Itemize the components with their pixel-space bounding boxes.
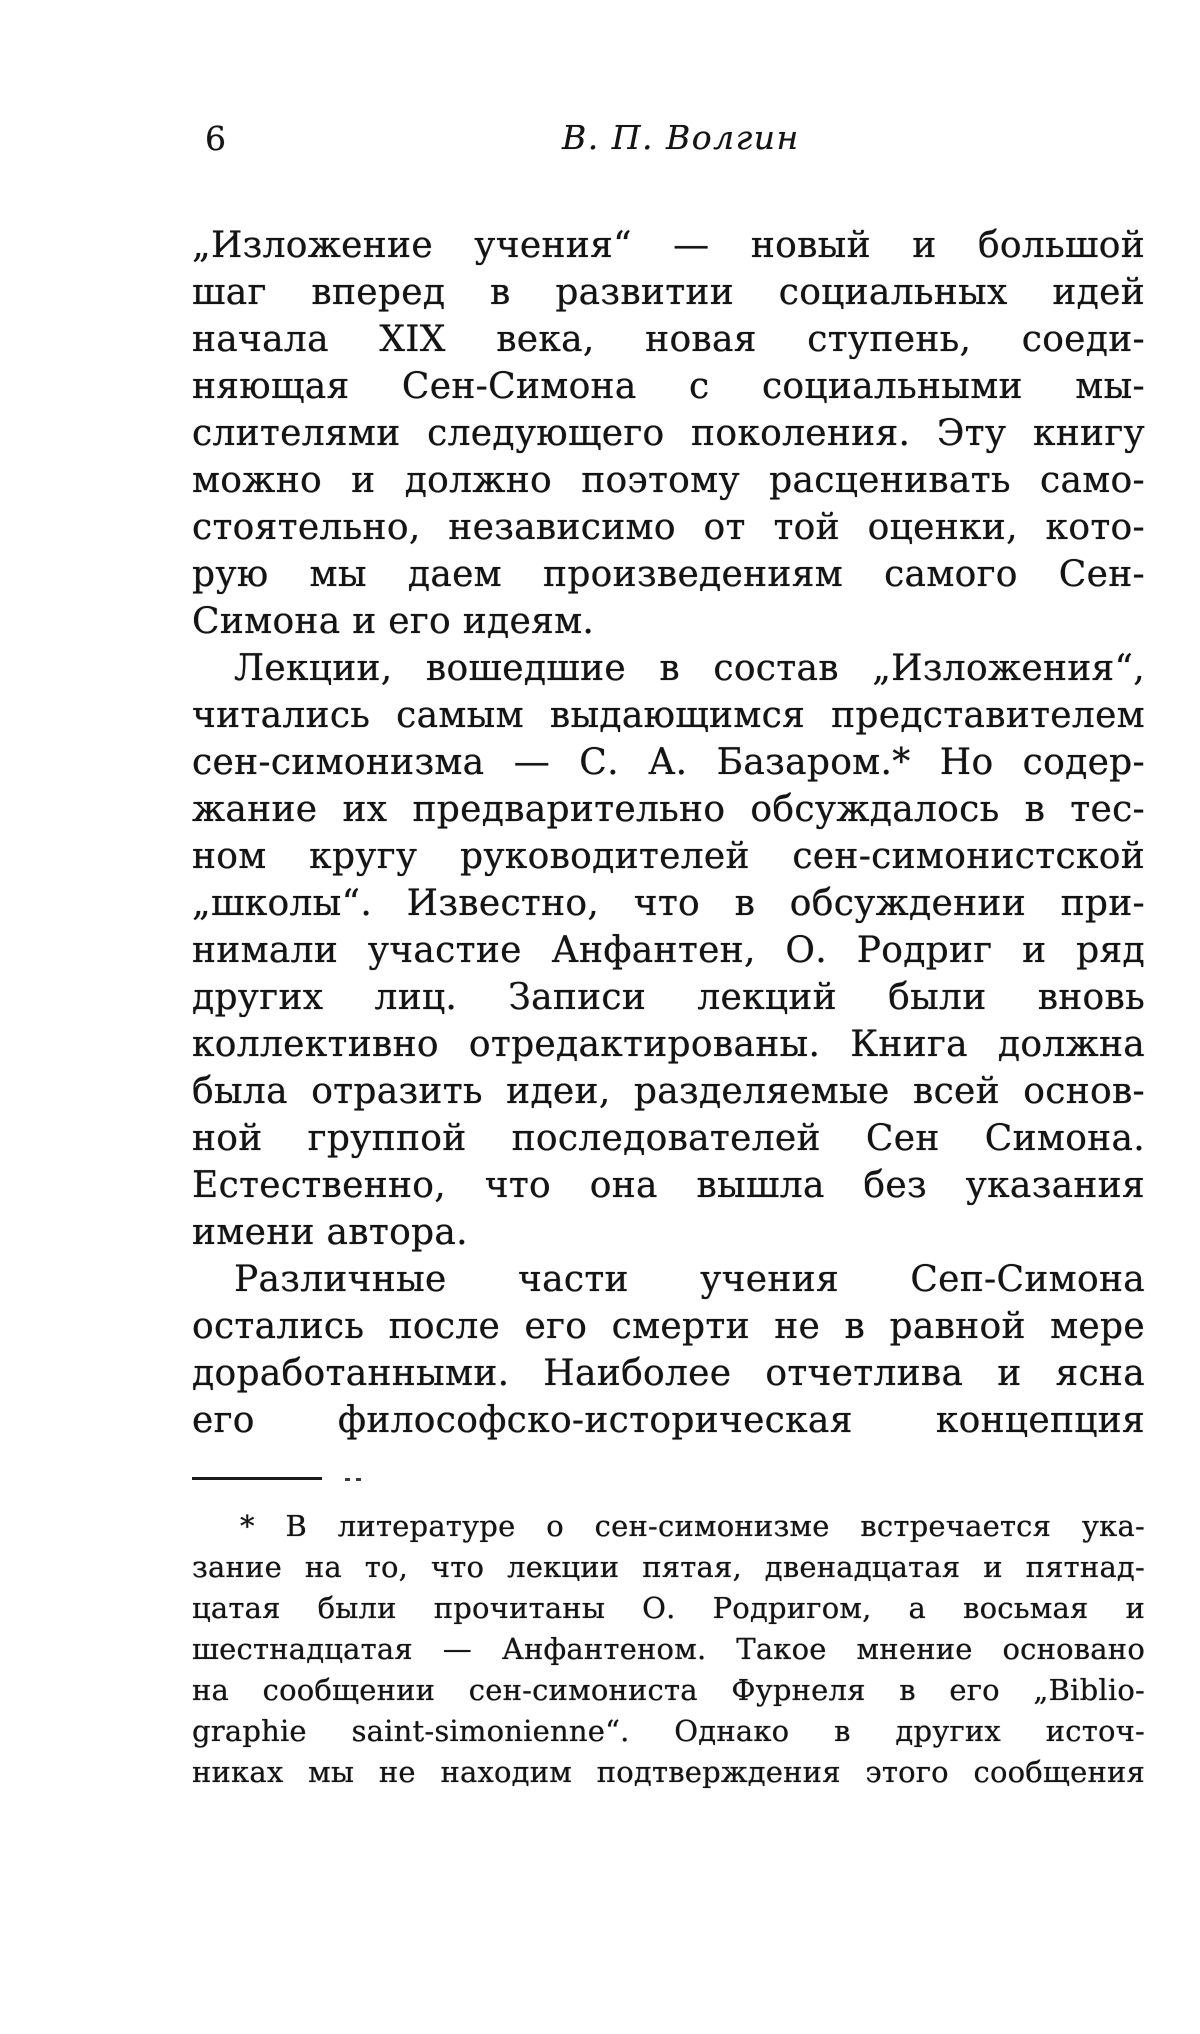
body-line: доработанными. Наиболее отчетлива и ясна bbox=[192, 1353, 1145, 1394]
footnote-line: никах мы не находим подтверждения этого сообщения bbox=[192, 1755, 1145, 1789]
footnote-rule bbox=[192, 1477, 322, 1480]
body-line: жание их предварительно обсуждалось в тес- bbox=[192, 789, 1145, 830]
footnote bbox=[192, 1506, 1145, 1793]
body-line: его философско-историческая концепция bbox=[192, 1400, 1145, 1441]
body-line: „Изложение учения“ — новый и большой bbox=[192, 225, 1145, 266]
body-line: слителями следующего поколения. Эту книгу bbox=[192, 413, 1145, 454]
body-line: нимали участие Анфантен, О. Родриг и ряд bbox=[192, 930, 1145, 971]
body-line paragraph-end: Симона и его идеям. bbox=[192, 601, 595, 642]
body-line: коллективно отредактированы. Книга должна bbox=[192, 1024, 1145, 1065]
body-line: была отразить идеи, разделяемые всей основ- bbox=[192, 1071, 1145, 1112]
body-line: ном кругу руководителей сен-симонистской bbox=[192, 836, 1145, 877]
body-line paragraph-end: имени автора. bbox=[192, 1212, 468, 1253]
footnote-line: graphie saint-simonienne“. Однако в других источ- bbox=[192, 1714, 1145, 1748]
footnote-line footnote-start: * В литературе о сен-симонизме встречается ука- bbox=[240, 1509, 1145, 1543]
body-line: Естественно, что она вышла без указания bbox=[192, 1165, 1145, 1206]
footnote-line: зание на то, что лекции пятая, двенадцатая и пятнад- bbox=[192, 1550, 1145, 1584]
body-line: стоятельно, независимо от той оценки, кото- bbox=[192, 507, 1145, 548]
body-text bbox=[192, 222, 1145, 1444]
body-line: „школы“. Известно, что в обсуждении при- bbox=[192, 883, 1145, 924]
body-line: сен-симонизма — С. А. Базаром.* Но содер- bbox=[192, 742, 1145, 783]
footnote-line: цатая были прочитаны О. Родригом, а восьмая и bbox=[192, 1591, 1145, 1625]
scan-artifact-dot bbox=[356, 1478, 361, 1481]
body-line: ной группой последователей Сен Симона. bbox=[192, 1118, 1145, 1159]
footnote-line: на сообщении сен-симониста Фурнеля в его „Biblio- bbox=[192, 1673, 1145, 1707]
body-line paragraph-start: Различные части учения Сеп-Симона bbox=[234, 1259, 1145, 1300]
body-line: рую мы даем произведениям самого Сен- bbox=[192, 554, 1145, 595]
running-title: В. П. Волгин bbox=[562, 118, 800, 157]
body-line: читались самым выдающимся представителем bbox=[192, 695, 1145, 736]
body-line: остались после его смерти не в равной мере bbox=[192, 1306, 1145, 1347]
body-line: няющая Сен-Симона с социальными мы- bbox=[192, 366, 1145, 407]
footnote-line: шестнадцатая — Анфантеном. Такое мнение основано bbox=[192, 1632, 1145, 1666]
page-number: 6 bbox=[205, 119, 226, 158]
body-line: начала XIX века, новая ступень, соеди- bbox=[192, 319, 1145, 360]
body-line: можно и должно поэтому расценивать само- bbox=[192, 460, 1145, 501]
body-line: шаг вперед в развитии социальных идей bbox=[192, 272, 1145, 313]
scan-artifact-dot bbox=[345, 1478, 350, 1481]
body-line: других лиц. Записи лекций были вновь bbox=[192, 977, 1145, 1018]
body-line paragraph-start: Лекции, вошедшие в состав „Изложения“, bbox=[234, 648, 1145, 689]
